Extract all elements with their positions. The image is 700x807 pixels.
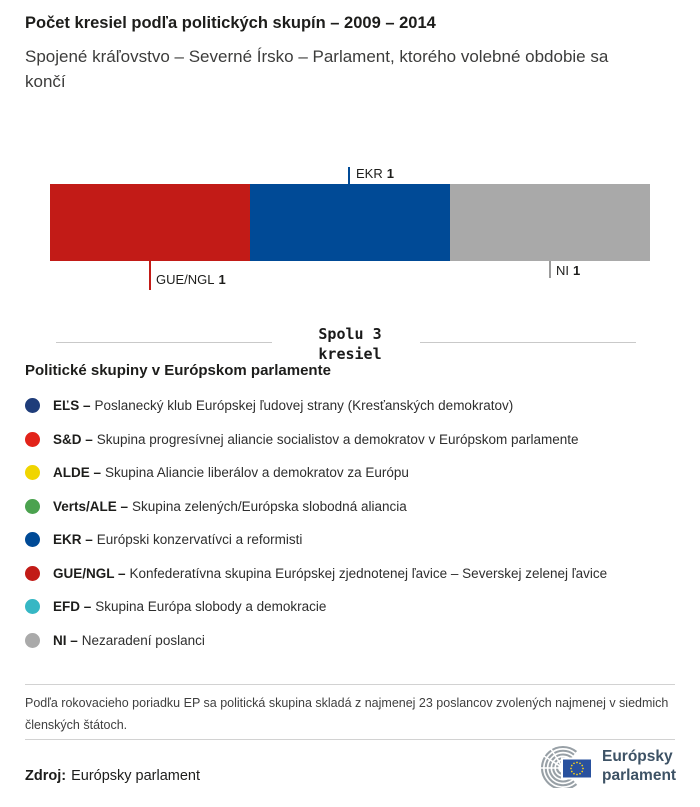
source-value: Európsky parlament	[71, 768, 201, 784]
group-description: Poslanecký klub Európskej ľudovej strany (Kresťanských demokratov)	[94, 398, 514, 414]
group-abbr: S&D –	[53, 431, 93, 447]
total-seats-label	[0, 324, 700, 364]
hemicycle-eu-flag-icon	[529, 744, 595, 788]
group-description: Nezaradení poslanci	[81, 632, 205, 648]
group-description: Skupina Aliancie liberálov a demokratov za Európu	[105, 465, 409, 481]
page-subtitle: Spojené kráľovstvo – Severné Írsko – Parlament, ktorého volebné obdobie sa končí	[25, 47, 609, 91]
group-description: Konfederatívna skupina Európskej zjednotenej ľavice – Severskej zelenej ľavice	[129, 565, 608, 581]
callout-label-ekr	[356, 166, 394, 181]
legend-item-alde	[25, 456, 685, 490]
group-color-dot	[25, 599, 40, 614]
group-abbr: EĽS –	[53, 398, 91, 414]
footer-divider-bottom	[25, 739, 675, 740]
logo-wordmark	[602, 747, 676, 785]
callout-value: 1	[218, 272, 226, 287]
total-line-2: kresiel	[318, 345, 382, 363]
callout-label-ni	[556, 263, 580, 278]
callout-group-name: EKR	[356, 166, 383, 181]
group-color-dot	[25, 566, 40, 581]
callout-value: 1	[573, 263, 581, 278]
legend-item-verts-ale	[25, 490, 685, 524]
callout-tick-gue-ngl	[149, 261, 151, 290]
group-color-dot	[25, 532, 40, 547]
bar-segment-gue-ngl[interactable]	[50, 184, 250, 261]
callout-label-gue-ngl	[156, 272, 226, 287]
page-title: Počet kresiel podľa politických skupín – 2009 – 2014	[25, 14, 436, 32]
group-color-dot	[25, 465, 40, 480]
group-abbr: NI –	[53, 632, 78, 648]
group-color-dot	[25, 398, 40, 413]
bar-segment-ekr[interactable]	[250, 184, 450, 261]
source-line	[25, 768, 200, 784]
callout-group-name: GUE/NGL	[156, 272, 215, 287]
stacked-bar	[50, 184, 650, 261]
group-color-dot	[25, 432, 40, 447]
group-description: Európski konzervatívci a reformisti	[96, 532, 303, 548]
legend-item-ni	[25, 624, 685, 658]
legend-item-sd	[25, 423, 685, 457]
group-abbr: EFD –	[53, 599, 92, 615]
total-line-1: Spolu 3	[318, 325, 382, 343]
legend-item-efd	[25, 590, 685, 624]
callout-value: 1	[386, 166, 394, 181]
source-label: Zdroj:	[25, 768, 67, 784]
bar-segment-ni[interactable]	[450, 184, 650, 261]
group-color-dot	[25, 633, 40, 648]
footer-divider-top	[25, 684, 675, 685]
callout-group-name: NI	[556, 263, 569, 278]
group-description: Skupina progresívnej aliancie socialistov a demokratov v Európskom parlamente	[96, 431, 579, 447]
logo-word-1: Európsky	[602, 748, 673, 765]
callout-tick-ni	[549, 261, 551, 278]
legend-item-els	[25, 389, 685, 423]
logo-word-2: parlament	[602, 767, 677, 784]
group-description: Skupina Európa slobody a demokracie	[95, 599, 327, 615]
legend-item-ekr	[25, 523, 685, 557]
callout-tick-ekr	[348, 167, 350, 184]
group-abbr: EKR –	[53, 532, 93, 548]
group-color-dot	[25, 499, 40, 514]
legend-item-gue-ngl	[25, 557, 685, 591]
group-abbr: ALDE –	[53, 465, 102, 481]
legend-list	[25, 389, 685, 657]
footnote: Podľa rokovacieho poriadku EP sa politická skupina skladá z najmenej 23 poslancov zvolených najmenej v siedmich členských štátoch.	[25, 696, 669, 732]
european-parliament-logo	[529, 744, 676, 788]
legend-heading: Politické skupiny v Európskom parlamente	[25, 362, 331, 379]
group-abbr: GUE/NGL –	[53, 565, 126, 581]
group-description: Skupina zelených/Európska slobodná aliancia	[132, 498, 407, 514]
group-abbr: Verts/ALE –	[53, 498, 129, 514]
